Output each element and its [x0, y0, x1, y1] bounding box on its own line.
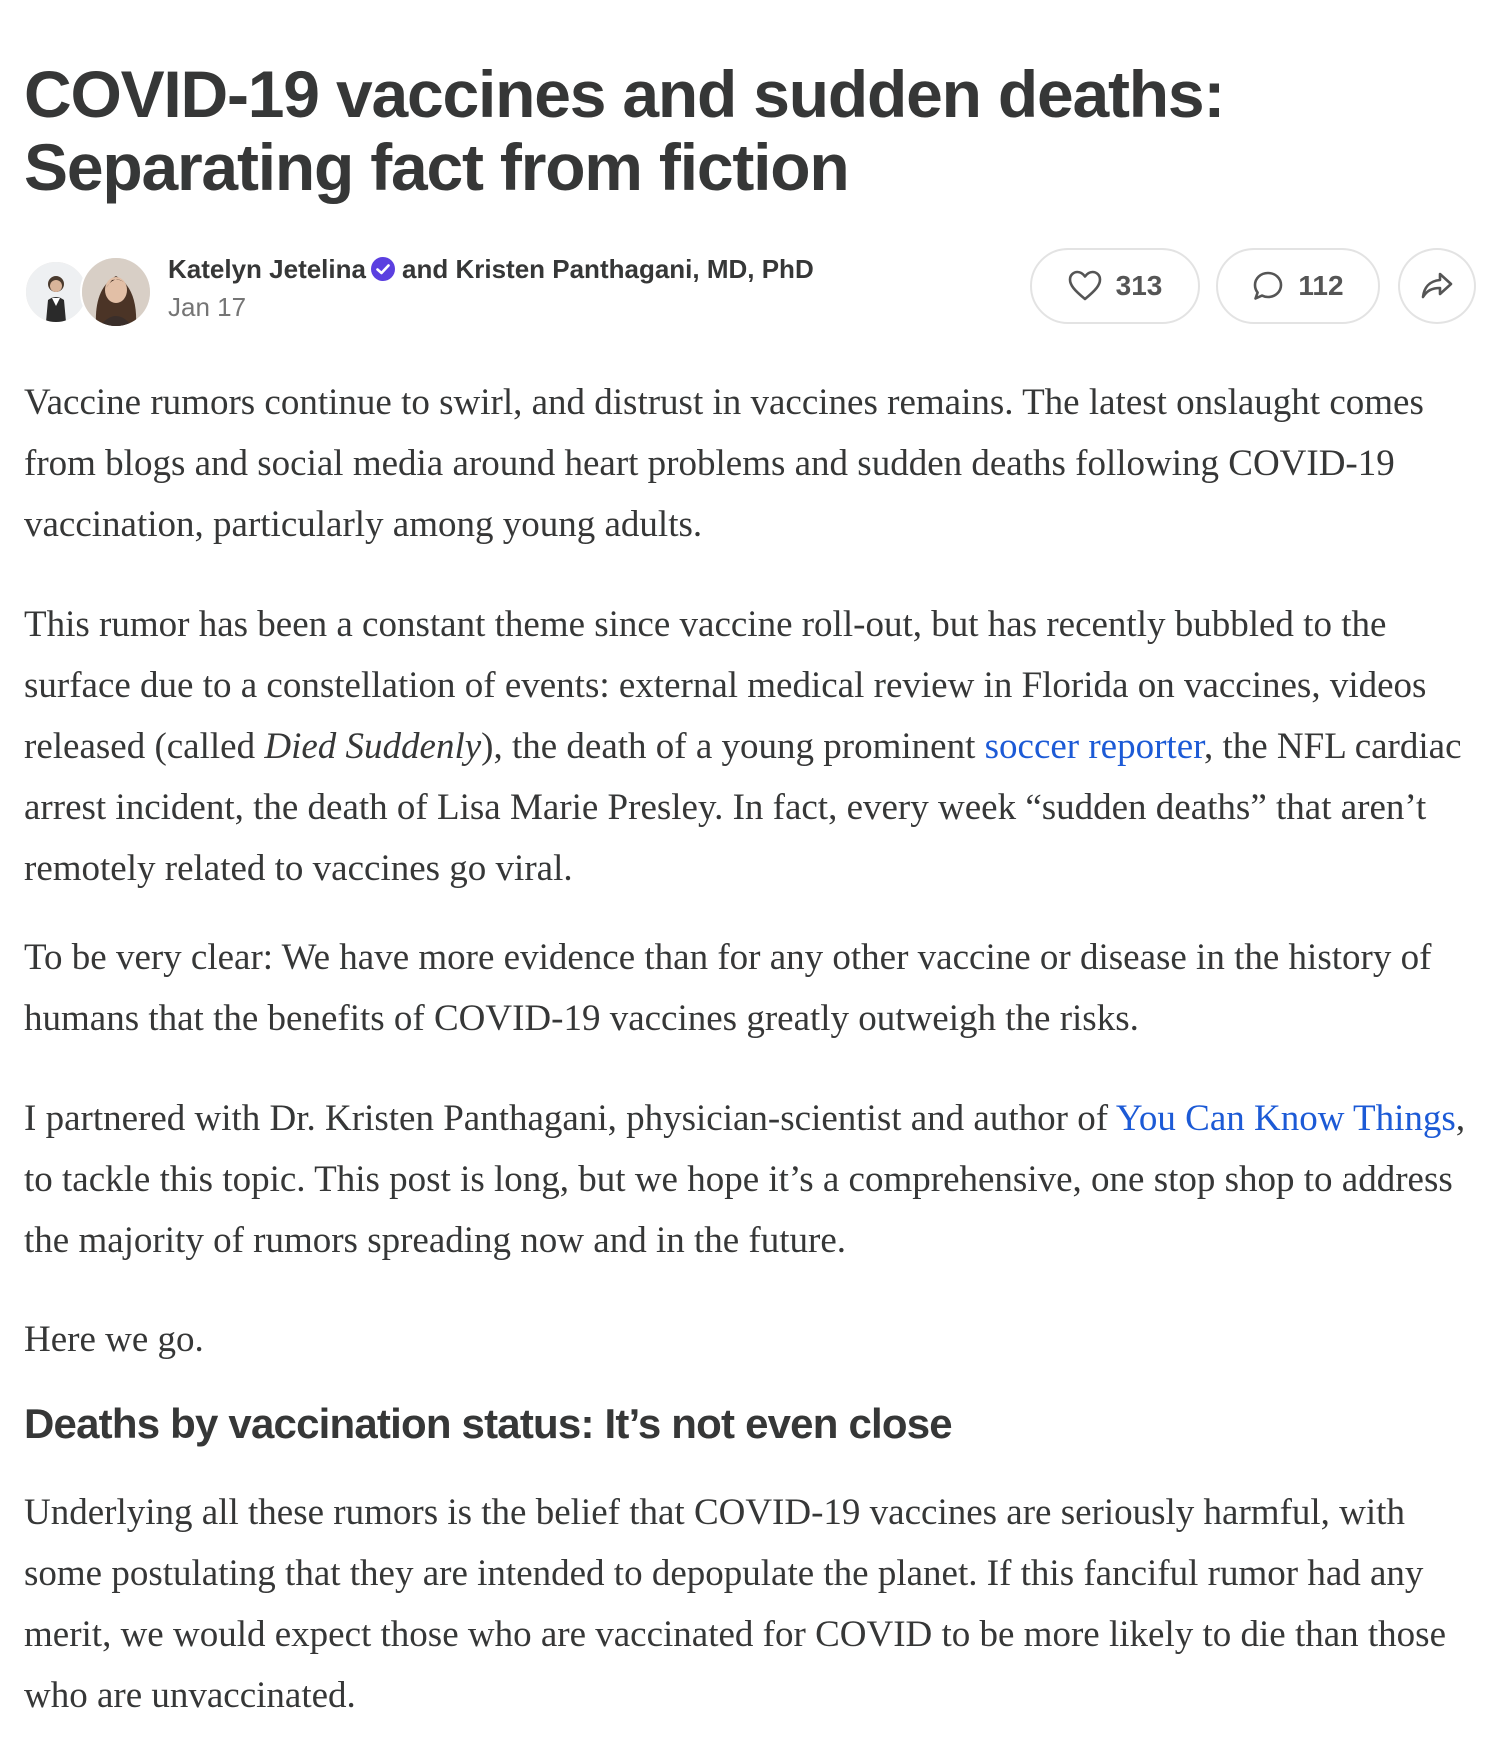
section-heading: Deaths by vaccination status: It’s not even close [24, 1400, 952, 1447]
author-names [168, 254, 814, 285]
paragraph-partner-text-1: I partnered with Dr. Kristen Panthagani, physician-scientist and author of [24, 1098, 1116, 1139]
share-button[interactable] [1398, 248, 1476, 324]
paragraph-rumor-text-1: This rumor has been a constant theme since vaccine roll-out, but has recently bubbled to the surface due to a constellation of events: external medical review in Florida on vaccines, videos released (called [24, 604, 1427, 767]
heart-icon [1068, 270, 1102, 302]
paragraph-rumor-text-2: ), the death of a young prominent [481, 726, 985, 767]
comment-button[interactable] [1216, 248, 1380, 324]
paragraph-clear: To be very clear: We have more evidence than for any other vaccine or disease in the history of humans that the benefits of COVID-19 vaccines greatly outweigh the risks. [24, 937, 1432, 1039]
byline [24, 248, 1484, 334]
verified-badge-icon [370, 256, 396, 282]
paragraph-here-we-go: Here we go. [24, 1319, 204, 1360]
paragraph-intro: Vaccine rumors continue to swirl, and distrust in vaccines remains. The latest onslaught comes from blogs and social media around heart problems and sudden deaths following COVID-19 vaccination, particularly among young adults. [24, 382, 1424, 545]
avatar-kristen[interactable] [80, 256, 152, 328]
died-suddenly-title: Died Suddenly [264, 726, 482, 767]
author-primary[interactable]: Katelyn Jetelina [168, 254, 366, 284]
author-secondary[interactable]: Kristen Panthagani, MD, PhD [455, 254, 814, 284]
like-count: 313 [1115, 270, 1163, 301]
comment-count: 112 [1298, 270, 1344, 301]
paragraph-rumor [24, 594, 1476, 899]
paragraph-underlying: Underlying all these rumors is the belief that COVID-19 vaccines are seriously harmful, with some postulating that they are intended to depopulate the planet. If this fanciful rumor had any merit, we would expect those who are vaccinated for COVID to be more likely to die than those who are unvaccinated. [24, 1492, 1447, 1716]
avatar-katelyn[interactable] [24, 260, 88, 324]
paragraph-rumor-text-3: , the NFL cardiac arrest incident, the death of Lisa Marie Presley. In fact, every week “sudden deaths” that aren’t remotely related to vaccines go viral. [24, 726, 1462, 889]
paragraph-partner [24, 1088, 1476, 1271]
soccer-reporter-link[interactable]: soccer reporter [984, 726, 1204, 767]
like-button[interactable] [1030, 248, 1200, 324]
comment-icon [1252, 270, 1284, 302]
share-icon [1420, 271, 1454, 301]
author-connector: and [401, 254, 449, 284]
paragraph-partner-text-2: , to tackle this topic. This post is long, but we hope it’s a comprehensive, one stop shop to address the majority of rumors spreading now and in the future. [24, 1098, 1466, 1261]
you-can-know-things-link[interactable]: You Can Know Things [1115, 1098, 1456, 1139]
author-avatars [24, 256, 152, 324]
post-date: Jan 17 [168, 292, 247, 322]
article-title: COVID-19 vaccines and sudden deaths: Separating fact from fiction [24, 57, 1225, 204]
